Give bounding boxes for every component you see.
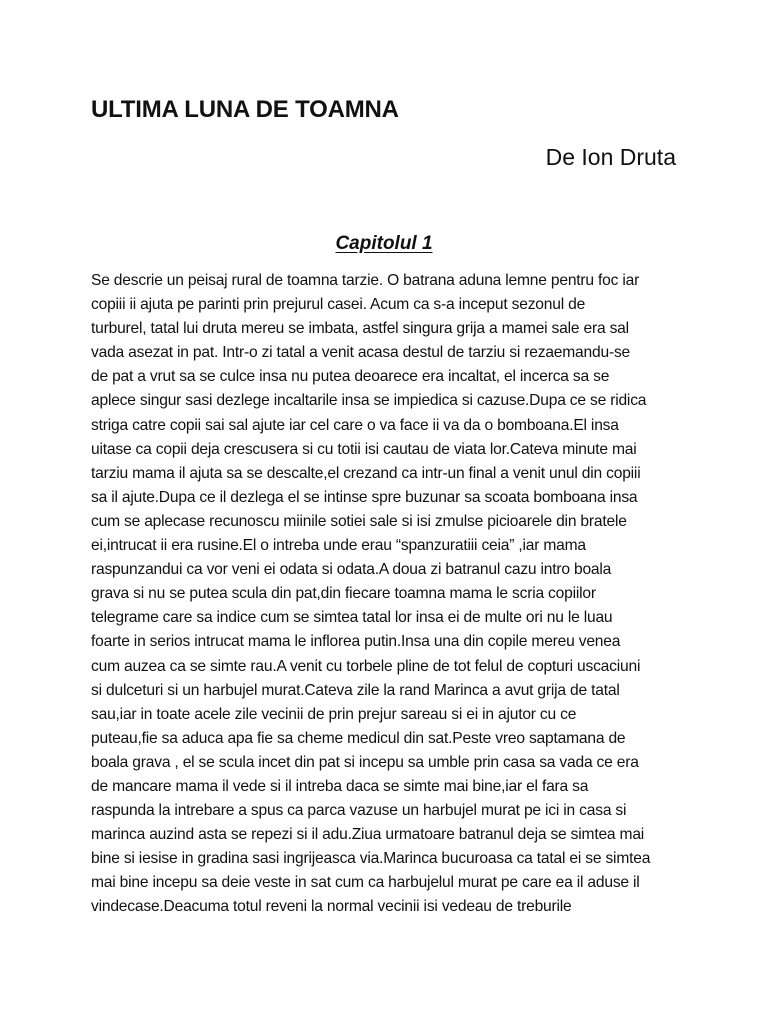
document-title: ULTIMA LUNA DE TOAMNA xyxy=(91,96,399,123)
text-line: raspunzandui ca vor veni ei odata si odata.A doua zi batranul cazu intro boala xyxy=(91,561,612,579)
text-line: telegrame care sa indice cum se simtea tatal lor insa ei de multe ori nu le luau xyxy=(91,609,613,627)
body-paragraph xyxy=(91,269,691,920)
text-line: vindecase.Deacuma totul reveni la normal vecinii isi vedeau de treburile xyxy=(91,898,572,916)
text-line: cum auzea ca se simte rau.A venit cu torbele pline de tot felul de copturi uscaciuni xyxy=(91,657,641,675)
text-line: de pat a vrut sa se culce insa nu putea deoarece era incaltat, el incerca sa se xyxy=(91,368,610,386)
text-line: raspunda la intrebare a spus ca parca vazuse un harbujel murat pe ici in casa si xyxy=(91,802,627,820)
text-line: sa il ajute.Dupa ce il dezlega el se intinse spre buzunar sa scoata bomboana insa xyxy=(91,488,638,506)
text-line: sau,iar in toate acele zile vecinii de prin prejur sareau si ei in ajutor cu ce xyxy=(91,705,577,723)
text-line: vada asezat in pat. Intr-o zi tatal a venit acasa destul de tarziu si rezaemandu-se xyxy=(91,344,631,362)
text-line: bine si iesise in gradina sasi ingrijeasca via.Marinca bucuroasa ca tatal ei se simtea xyxy=(91,850,651,868)
text-line: Se descrie un peisaj rural de toamna tarzie. O batrana aduna lemne pentru foc iar xyxy=(91,272,640,289)
text-line: foarte in serios intrucat mama le inflorea putin.Insa una din copile mereu venea xyxy=(91,633,621,651)
chapter-heading: Capitolul 1 xyxy=(335,233,433,254)
text-line: copiii ii ajuta pe parinti prin prejurul casei. Acum ca s-a inceput sezonul de xyxy=(91,296,586,314)
text-line: puteau,fie sa aduca apa fie sa cheme medicul din sat.Peste vreo saptamana de xyxy=(91,729,626,747)
text-line: grava si nu se putea scula din pat,din fiecare toamna mama le scria copiilor xyxy=(91,585,596,603)
text-line: boala grava , el se scula incet din pat si incepu sa umble prin casa sa vada ce era xyxy=(91,753,639,771)
text-line: ei,intrucat ii era rusine.El o intreba unde erau “spanzuratiii ceia” ,iar mama xyxy=(91,537,586,555)
document-author: De Ion Druta xyxy=(545,144,676,170)
text-line: marinca auzind asta se repezi si il adu.Ziua urmatoare batranul deja se simtea mai xyxy=(91,826,645,844)
text-line: aplece singur sasi dezlege incaltarile insa se impiedica si cazuse.Dupa ce se ridica xyxy=(91,392,647,410)
text-line: uitase ca copii deja crescusera si cu totii isi cautau de viata lor.Cateva minute mai xyxy=(91,440,637,458)
text-line: mai bine incepu sa deie veste in sat cum ca harbujelul murat pe care ea il aduse il xyxy=(91,874,640,892)
text-line: tarziu mama il ajuta sa se descalte,el crezand ca intr-un final a venit unul din copiii xyxy=(91,464,641,482)
text-line: turburel, tatal lui druta mereu se imbata, astfel singura grija a mamei sale era sal xyxy=(91,320,629,338)
text-line: si dulceturi si un harbujel murat.Cateva zile la rand Marinca a avut grija de tatal xyxy=(91,681,620,699)
text-line: striga catre copii sai sal ajute iar cel care o va face ii va da o bomboana.El insa xyxy=(91,416,619,434)
text-line: cum se aplecase recunoscu miinile sotiei sale si isi zmulse picioarele din bratele xyxy=(91,512,627,530)
text-line: de mancare mama il vede si il intreba daca se simte mai bine,iar el fara sa xyxy=(91,777,589,795)
